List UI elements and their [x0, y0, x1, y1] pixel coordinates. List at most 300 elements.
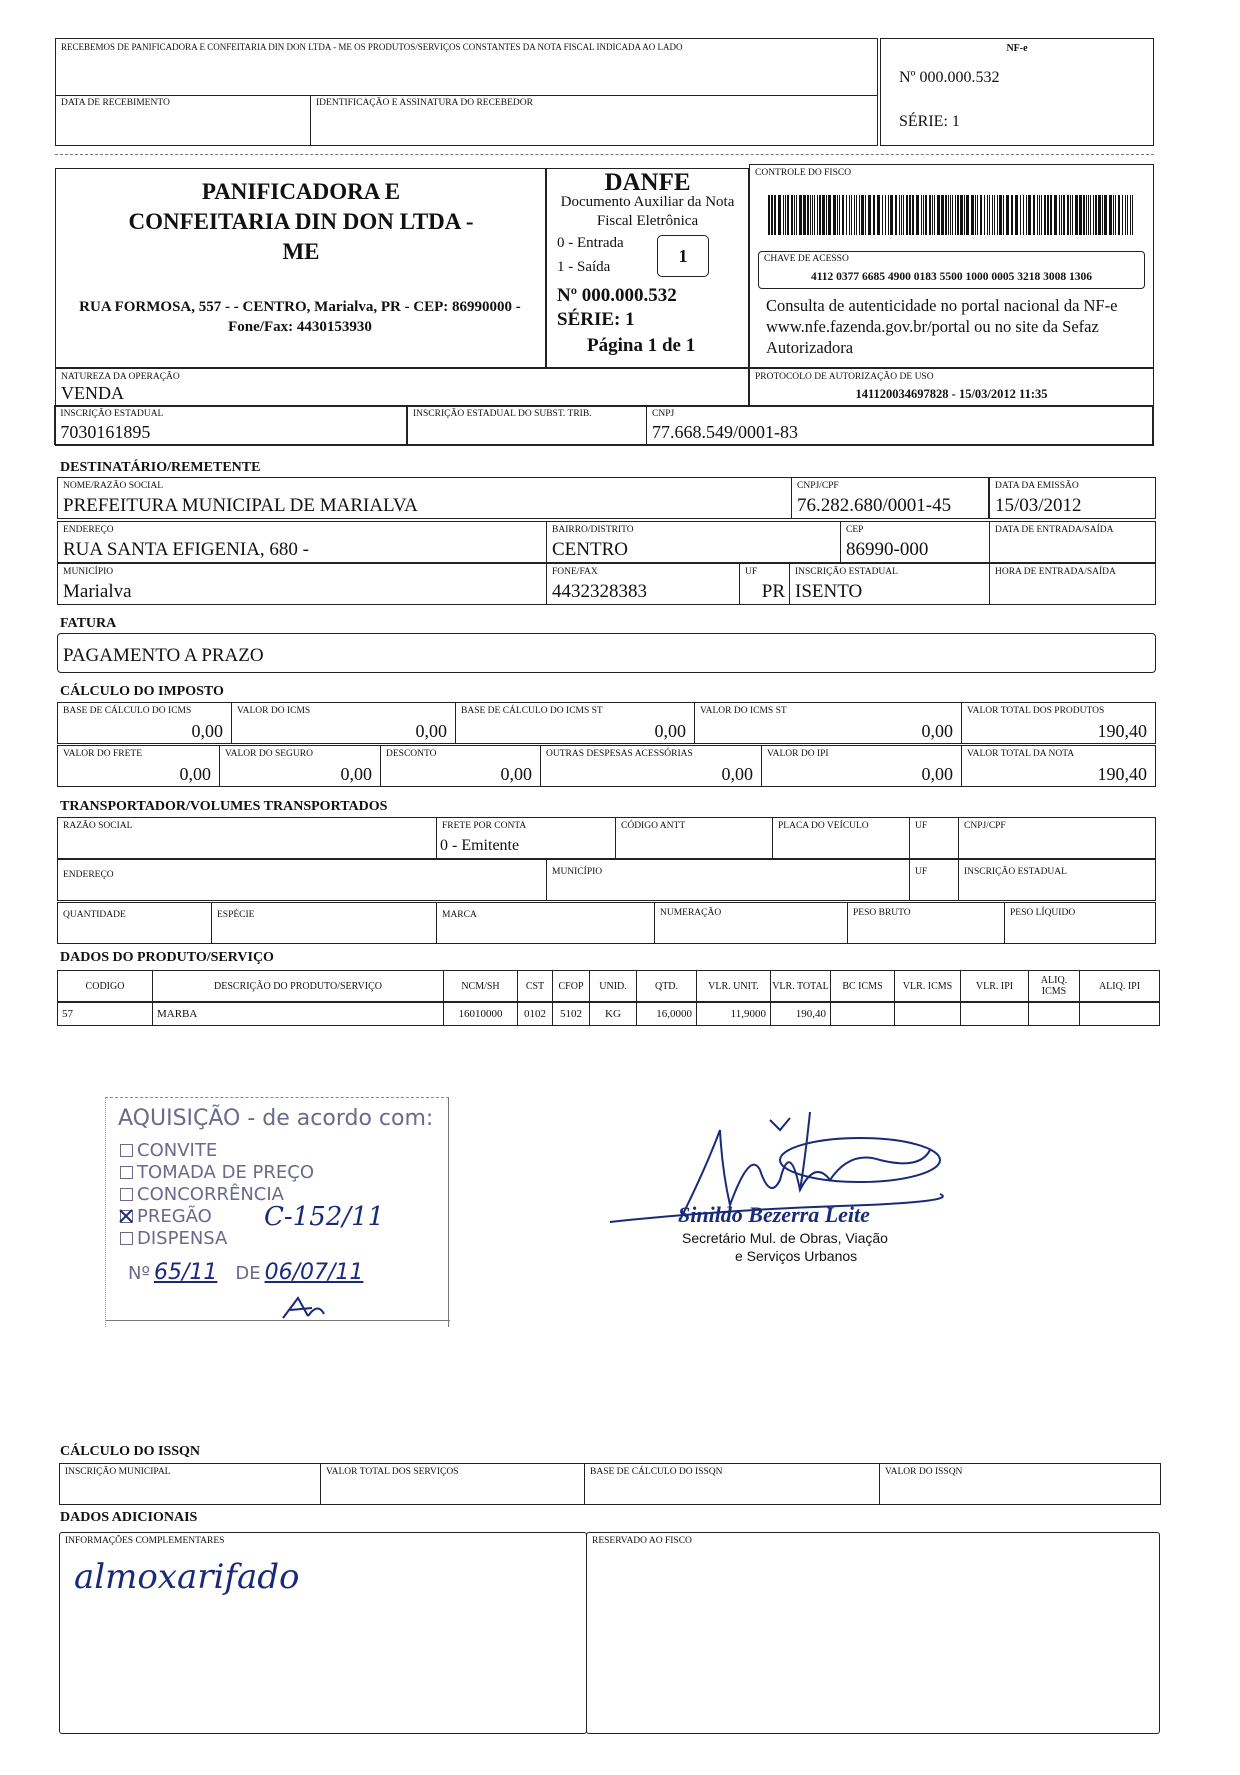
phone-label: FONE/FAX [552, 567, 598, 577]
product-header-5: CFOP [552, 970, 590, 1002]
barcode-bar [833, 195, 836, 235]
carrier-ie-cell [958, 859, 1156, 901]
carrier-name-label: RAZÃO SOCIAL [63, 821, 133, 831]
entry-date-cell[interactable] [989, 521, 1156, 563]
carrier-uf2-label: UF [915, 867, 928, 877]
tax-value-r2-4: 0,00 [721, 764, 753, 784]
barcode-bar [980, 195, 982, 235]
recipient-address: RUA SANTA EFIGENIA, 680 - [63, 539, 310, 560]
product-header-1: CODIGO [57, 970, 153, 1002]
receipt-signature-label: IDENTIFICAÇÃO E ASSINATURA DO RECEBEDOR [316, 98, 533, 108]
product-cell-9: 190,40 [770, 1002, 831, 1026]
stamp-number: 65/11 [153, 1260, 218, 1285]
barcode-bar [1050, 195, 1052, 235]
carrier-address-label: ENDEREÇO [63, 870, 114, 880]
tax-label-4: VALOR DO ICMS ST [700, 706, 787, 716]
product-cell-11 [894, 1002, 961, 1026]
tax-value-r2-2: 0,00 [340, 764, 372, 784]
receipt-stub [55, 38, 878, 146]
barcode-bar [819, 195, 821, 235]
recipient-cnpj-label: CNPJ/CPF [797, 481, 839, 491]
reserved-fisco-label: RESERVADO AO FISCO [592, 1536, 692, 1546]
barcode-bar [778, 195, 781, 235]
barcode-bar [1083, 195, 1085, 235]
cep: 86990-000 [846, 539, 929, 560]
volume-qty-cell [57, 902, 212, 944]
complementary-info-cell [59, 1532, 587, 1734]
product-header-3: NCM/SH [443, 970, 518, 1002]
access-key: 4112 0377 6685 4900 0183 5500 1000 0005 3218 3008 1306 [810, 271, 1093, 283]
receipt-number: Nº 000.000.532 [899, 69, 1000, 86]
barcode-bar [932, 195, 933, 235]
barcode-bar [923, 195, 924, 235]
ie-st-label: INSCRIÇÃO ESTADUAL DO SUBST. TRIB. [413, 409, 592, 420]
issqn-label-2: VALOR TOTAL DOS SERVIÇOS [326, 1467, 459, 1477]
barcode-bar [1098, 195, 1101, 235]
barcode-bar [868, 195, 871, 235]
recipient-ie-label: INSCRIÇÃO ESTADUAL [795, 567, 898, 577]
barcode-bar [906, 195, 908, 235]
cut-line [55, 154, 1154, 155]
barcode-bar [901, 195, 902, 235]
stamp-option-2 [120, 1162, 314, 1183]
product-cell-10 [830, 1002, 895, 1026]
product-cell-8: 11,9000 [696, 1002, 771, 1026]
barcode-bar [794, 195, 795, 235]
nature-box [55, 368, 749, 406]
barcode-bar [966, 195, 969, 235]
barcode-bar [803, 195, 806, 235]
barcode-bar [929, 195, 931, 235]
issqn-cell-4 [879, 1463, 1161, 1505]
barcode-bar [1122, 195, 1123, 235]
barcode-bar [1088, 195, 1089, 235]
danfe-type-value: 1 [678, 245, 688, 266]
tax-cell-5 [961, 702, 1156, 744]
tax-value-r2-1: 0,00 [179, 764, 211, 784]
barcode-bar [1079, 195, 1082, 235]
recipient-name-label: NOME/RAZÃO SOCIAL [63, 481, 164, 491]
receipt-statement: RECEBEMOS DE PANIFICADORA E CONFEITARIA DIN DON LTDA - ME OS PRODUTOS/SERVIÇOS CONSTANTES DA NOTA FISCAL INDICADA AO LADO [61, 42, 683, 52]
tax-value-r2-5: 0,00 [921, 764, 953, 784]
district-label: BAIRRO/DISTRITO [552, 525, 634, 535]
barcode-bar [1006, 195, 1009, 235]
product-header-6: UNID. [589, 970, 637, 1002]
barcode-bar [807, 195, 809, 235]
tax-value-1: 0,00 [191, 721, 223, 741]
volume-numbering-label: NUMERAÇÃO [660, 908, 722, 918]
product-cell-13 [1028, 1002, 1080, 1026]
danfe-exit: 1 - Saída [557, 259, 611, 275]
barcode-bar [899, 195, 900, 235]
volume-numbering-cell [654, 902, 848, 944]
barcode-bar [873, 195, 875, 235]
barcode-bar [1054, 195, 1057, 235]
entry-time-cell[interactable] [989, 563, 1156, 605]
issue-date-label: DATA DA EMISSÃO [995, 481, 1079, 491]
product-cell-7: 16,0000 [636, 1002, 697, 1026]
volume-brand-label: MARCA [442, 910, 477, 920]
city: Marialva [63, 581, 132, 602]
barcode-bar [861, 195, 864, 235]
barcode-bar [1118, 195, 1120, 235]
recipient-address-cell [57, 521, 547, 563]
barcode-bar [994, 195, 995, 235]
barcode-bar [1039, 195, 1040, 235]
gross-weight-cell [847, 902, 1005, 944]
barcode-bar [1033, 195, 1035, 235]
carrier-uf-label: UF [915, 821, 928, 831]
danfe-series: SÉRIE: 1 [557, 309, 635, 330]
barcode-bar [1132, 195, 1133, 235]
issqn-label-3: BASE DE CÁLCULO DO ISSQN [590, 1467, 723, 1477]
carrier-city-cell [546, 859, 910, 901]
barcode-bar [895, 195, 897, 235]
barcode-bar [975, 195, 976, 235]
barcode-bar [989, 195, 990, 235]
nature-value: VENDA [61, 383, 124, 403]
danfe-entry: 0 - Entrada [557, 235, 624, 251]
product-header-7: QTD. [636, 970, 697, 1002]
barcode-bar [909, 195, 911, 235]
barcode-bar [1075, 195, 1078, 235]
tax-cell-r2-3 [380, 745, 541, 787]
barcode [768, 195, 1136, 235]
tax-label-r2-4: OUTRAS DESPESAS ACESSÓRIAS [546, 749, 693, 759]
tax-cell-r2-1 [57, 745, 220, 787]
barcode-bar [846, 195, 847, 235]
tax-label-1: BASE DE CÁLCULO DO ICMS [63, 706, 192, 716]
barcode-bar [948, 195, 949, 235]
product-cell-1: 57 [57, 1002, 153, 1026]
barcode-bar [854, 195, 855, 235]
tax-label-r2-1: VALOR DO FRETE [63, 749, 142, 759]
plate-cell [772, 817, 910, 859]
barcode-bar [810, 195, 811, 235]
stamp-bottom-line [106, 1320, 450, 1321]
access-key-label: CHAVE DE ACESSO [764, 254, 849, 264]
barcode-bar [1059, 195, 1060, 235]
barcode-bar [1028, 195, 1031, 235]
control-label: CONTROLE DO FISCO [755, 168, 852, 178]
checkbox-icon [120, 1232, 133, 1245]
barcode-bar [865, 195, 866, 235]
volume-species-label: ESPÉCIE [217, 910, 255, 920]
barcode-bar [1090, 195, 1091, 235]
barcode-bar [934, 195, 935, 235]
city-label: MUNICÍPIO [63, 567, 114, 577]
carrier-uf2-cell [909, 859, 959, 901]
product-header-4: CST [517, 970, 553, 1002]
barcode-bar [960, 195, 963, 235]
barcode-bar [1127, 195, 1128, 235]
barcode-bar [785, 195, 786, 235]
barcode-bar [1047, 195, 1049, 235]
barcode-bar [828, 195, 831, 235]
district: CENTRO [552, 539, 628, 560]
tax-cell-2 [231, 702, 456, 744]
tax-label-r2-3: DESCONTO [386, 749, 437, 759]
city-cell [57, 563, 547, 605]
barcode-bar [1020, 195, 1021, 235]
barcode-bar [1072, 195, 1073, 235]
barcode-bar [1093, 195, 1094, 235]
barcode-bar [1109, 195, 1112, 235]
tax-label-r2-2: VALOR DO SEGURO [225, 749, 313, 759]
tax-section-title: CÁLCULO DO IMPOSTO [60, 684, 224, 699]
recipient-ie: ISENTO [795, 581, 863, 602]
barcode-bar [952, 195, 953, 235]
stamp-option-label: DISPENSA [137, 1228, 228, 1249]
plate-label: PLACA DO VEÍCULO [778, 821, 869, 831]
checkbox-icon [120, 1188, 133, 1201]
stamp-option-3 [120, 1184, 284, 1205]
phone: 4432328383 [552, 581, 647, 602]
antt-cell [615, 817, 773, 859]
recipient-section-title: DESTINATÁRIO/REMETENTE [60, 460, 261, 475]
barcode-bar [1067, 195, 1069, 235]
signature-role-1: Secretário Mul. de Obras, Viação [682, 1230, 888, 1246]
issqn-section-title: CÁLCULO DO ISSQN [60, 1444, 201, 1459]
protocol-label: PROTOCOLO DE AUTORIZAÇÃO DE USO [755, 372, 934, 382]
product-header-13: ALIQ. ICMS [1028, 970, 1080, 1002]
barcode-bar [791, 195, 793, 235]
receipt-number-box [880, 38, 1154, 146]
danfe-page: Página 1 de 1 [587, 335, 696, 356]
barcode-bar [950, 195, 951, 235]
tax-value-r2-3: 0,00 [500, 764, 532, 784]
product-header-2: DESCRIÇÃO DO PRODUTO/SERVIÇO [152, 970, 444, 1002]
product-cell-12 [960, 1002, 1029, 1026]
phone-cell [546, 563, 740, 605]
protocol-value: 141120034697828 - 15/03/2012 11:35 [855, 387, 1048, 401]
product-cell-6: KG [589, 1002, 637, 1026]
barcode-bar [768, 195, 770, 235]
stamp-option-4 [120, 1206, 212, 1227]
tax-cell-r2-5 [761, 745, 962, 787]
barcode-bar [851, 195, 852, 235]
carrier-cnpj-cell [958, 817, 1156, 859]
barcode-bar [903, 195, 904, 235]
product-cell-4: 0102 [517, 1002, 553, 1026]
barcode-bar [1026, 195, 1027, 235]
carrier-cnpj-label: CNPJ/CPF [964, 821, 1006, 831]
barcode-bar [826, 195, 827, 235]
volume-brand-cell [436, 902, 655, 944]
entry-time-label: HORA DE ENTRADA/SAÍDA [995, 567, 1116, 577]
danfe-type-box [657, 235, 709, 277]
reserved-fisco-cell [586, 1532, 1160, 1734]
barcode-bar [822, 195, 825, 235]
barcode-bar [1023, 195, 1024, 235]
danfe-subtitle: Documento Auxiliar da Nota Fiscal Eletrônica [560, 194, 735, 229]
tax-cell-r2-6 [961, 745, 1156, 787]
stamp-option-1 [120, 1140, 217, 1161]
ie-value: 7030161895 [60, 422, 151, 443]
barcode-bar [1113, 195, 1114, 235]
danfe-title: DANFE [604, 169, 691, 196]
product-header-9: VLR. TOTAL [770, 970, 831, 1002]
barcode-bar [1011, 195, 1013, 235]
issqn-label-4: VALOR DO ISSQN [885, 1467, 963, 1477]
checkbox-icon [120, 1166, 133, 1179]
issqn-label-1: INSCRIÇÃO MUNICIPAL [65, 1467, 171, 1477]
barcode-svg [768, 195, 1136, 235]
barcode-bar [987, 195, 988, 235]
ie-row [55, 406, 1154, 446]
barcode-bar [977, 195, 978, 235]
uf: PR [761, 581, 785, 602]
product-cell-3: 16010000 [443, 1002, 518, 1026]
barcode-bar [1044, 195, 1046, 235]
tax-cell-3 [455, 702, 695, 744]
barcode-bar [992, 195, 993, 235]
tax-label-5: VALOR TOTAL DOS PRODUTOS [967, 706, 1105, 716]
stamp-handwritten-note: C-152/11 [264, 1202, 385, 1232]
barcode-bar [945, 195, 947, 235]
carrier-city-label: MUNICÍPIO [552, 867, 603, 877]
barcode-bar [1037, 195, 1038, 235]
tax-cell-4 [694, 702, 962, 744]
net-weight-label: PESO LÍQUIDO [1010, 908, 1076, 918]
barcode-bar [1104, 195, 1107, 235]
tax-label-3: BASE DE CÁLCULO DO ICMS ST [461, 706, 603, 716]
product-header-12: VLR. IPI [960, 970, 1029, 1002]
ie-cell [54, 405, 407, 445]
control-box [749, 164, 1154, 368]
barcode-bar [890, 195, 893, 235]
barcode-bar [882, 195, 883, 235]
barcode-bar [957, 195, 959, 235]
tax-value-3: 0,00 [654, 721, 686, 741]
stamp-date: 06/07/11 [264, 1260, 364, 1285]
cnpj-cell [646, 405, 1153, 445]
issuer-address: RUA FORMOSA, 557 - - CENTRO, Marialva, PR - CEP: 86990000 - Fone/Fax: 4430153930 [79, 299, 521, 335]
invoice-text: PAGAMENTO A PRAZO [63, 645, 264, 666]
barcode-bar [839, 195, 840, 235]
barcode-bar [771, 195, 773, 235]
barcode-bar [856, 195, 857, 235]
acquisition-stamp [105, 1097, 449, 1327]
additional-section-title: DADOS ADICIONAIS [60, 1510, 198, 1525]
cep-label: CEP [846, 525, 864, 535]
barcode-bar [925, 195, 927, 235]
cnpj-label: CNPJ [652, 409, 675, 420]
barcode-bar [999, 195, 1002, 235]
tax-value-5: 190,40 [1097, 721, 1147, 741]
cnpj-value: 77.668.549/0001-83 [652, 422, 798, 443]
barcode-bar [1015, 195, 1018, 235]
uf-cell [739, 563, 790, 605]
volume-qty-label: QUANTIDADE [63, 910, 126, 920]
signature-role-2: e Serviços Urbanos [735, 1248, 858, 1264]
tax-label-r2-5: VALOR DO IPI [767, 749, 829, 759]
barcode-bar [997, 195, 998, 235]
checkbox-icon [120, 1210, 133, 1223]
issue-date: 15/03/2012 [995, 495, 1082, 516]
barcode-bar [1086, 195, 1087, 235]
net-weight-cell [1004, 902, 1156, 944]
barcode-bar [849, 195, 850, 235]
cep-cell [840, 521, 990, 563]
barcode-bar [888, 195, 889, 235]
stamp-option-5 [120, 1228, 227, 1249]
tax-label-r2-6: VALOR TOTAL DA NOTA [967, 749, 1075, 759]
barcode-bar [955, 195, 956, 235]
barcode-bar [859, 195, 860, 235]
barcode-bar [842, 195, 844, 235]
barcode-bar [1102, 195, 1103, 235]
ie-st-cell [407, 405, 647, 445]
barcode-bar [1003, 195, 1004, 235]
carrier-uf-cell [909, 817, 959, 859]
tax-value-r2-6: 190,40 [1097, 764, 1147, 784]
tax-value-2: 0,00 [415, 721, 447, 741]
carrier-ie-label: INSCRIÇÃO ESTADUAL [964, 867, 1067, 877]
barcode-bar [912, 195, 914, 235]
carrier-name-cell [57, 817, 437, 859]
product-cell-2: MARBA [152, 1002, 444, 1026]
product-header-8: VLR. UNIT. [696, 970, 771, 1002]
carrier-address-cell [57, 859, 547, 901]
checkbox-icon [120, 1144, 133, 1157]
tax-cell-r2-2 [219, 745, 381, 787]
barcode-bar [984, 195, 985, 235]
freight-cell [436, 817, 616, 859]
issue-date-cell [989, 477, 1156, 519]
product-header-14: ALIQ. IPI [1079, 970, 1160, 1002]
barcode-bar [916, 195, 919, 235]
receipt-date-field[interactable] [56, 95, 311, 145]
district-cell [546, 521, 841, 563]
transport-section-title: TRANSPORTADOR/VOLUMES TRANSPORTADOS [60, 799, 388, 814]
invoice-box [57, 633, 1156, 673]
gross-weight-label: PESO BRUTO [853, 908, 911, 918]
issuer-box [55, 168, 546, 368]
barcode-bar [837, 195, 838, 235]
protocol-box [749, 368, 1154, 406]
barcode-bar [1041, 195, 1042, 235]
tax-value-4: 0,00 [921, 721, 953, 741]
stamp-initial-svg [278, 1294, 328, 1322]
barcode-bar [796, 195, 797, 235]
barcode-bar [885, 195, 886, 235]
nature-label: NATUREZA DA OPERAÇÃO [61, 372, 180, 382]
barcode-bar [812, 195, 813, 235]
volume-species-cell [211, 902, 437, 944]
barcode-bar [814, 195, 815, 235]
barcode-bar [937, 195, 940, 235]
issqn-cell-3 [584, 1463, 880, 1505]
invoice-section-title: FATURA [60, 616, 117, 631]
ie-label: INSCRIÇÃO ESTADUAL [60, 409, 164, 420]
barcode-bar [964, 195, 965, 235]
tax-cell-1 [57, 702, 232, 744]
barcode-bar [817, 195, 818, 235]
recipient-name: PREFEITURA MUNICIPAL DE MARIALVA [63, 495, 418, 516]
stamp-option-label: PREGÃO [137, 1206, 212, 1227]
stamp-number-line [128, 1260, 363, 1285]
receipt-signature-field[interactable] [311, 95, 877, 145]
barcode-bar [783, 195, 784, 235]
complementary-info-handwritten: almoxarifado [74, 1557, 300, 1597]
stamp-date-prefix: DE [235, 1263, 261, 1284]
receipt-series: SÉRIE: 1 [899, 113, 960, 130]
nfe-label: NF-e [1006, 43, 1028, 54]
tax-label-2: VALOR DO ICMS [237, 706, 311, 716]
receipt-date-label: DATA DE RECEBIMENTO [61, 98, 170, 108]
recipient-name-cell [57, 477, 792, 519]
